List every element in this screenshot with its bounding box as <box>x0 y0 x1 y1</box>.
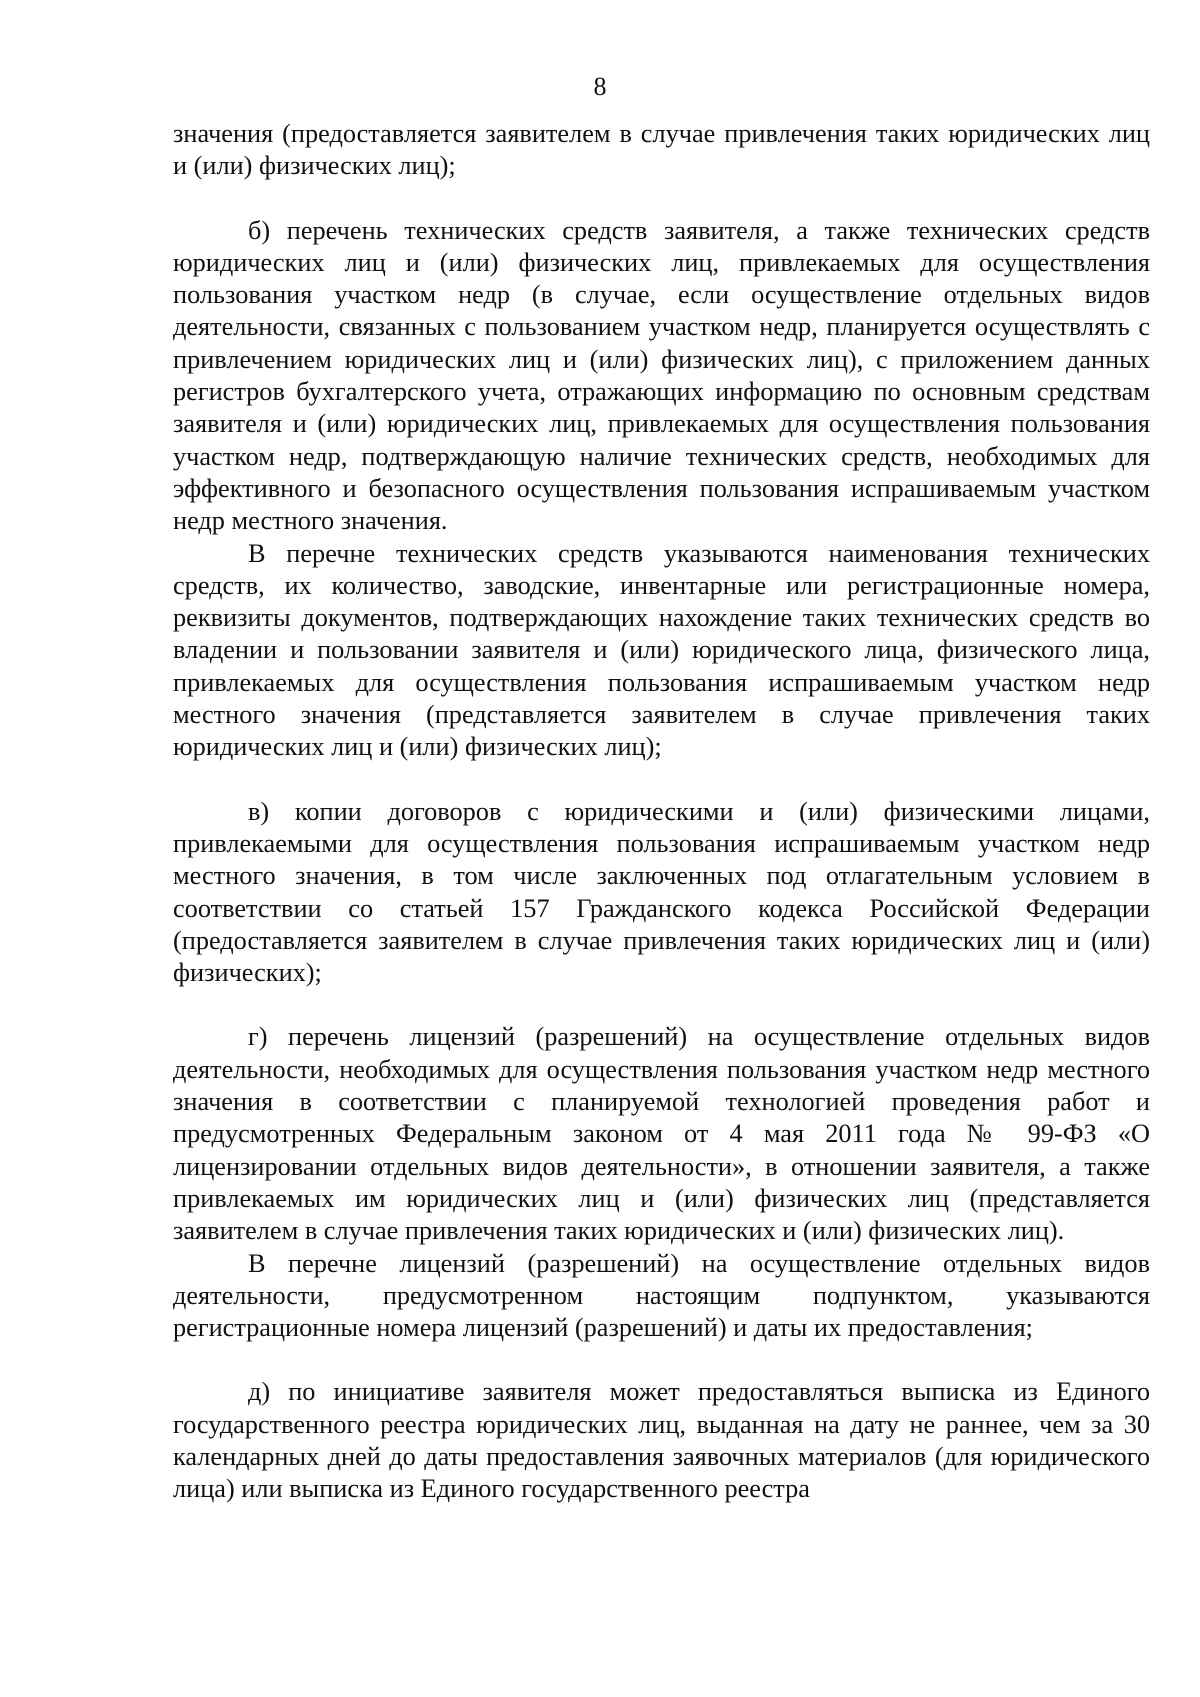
paragraph-item-b: б) перечень технических средств заявителя, а также технических средств юридических лиц и (или) физических лиц, привлекаемых для осуществления пользования участком недр (в случае, если осуществление отдельных видов деятельности, связанных с пользованием участком недр, планируется осуществлять с привлечением юридических лиц и (или) физических лиц), с приложением данных регистров бухгалтерского учета, отражающих информацию по основным средствам заявителя и (или) юридических лиц, привлекаемых для осуществления пользования участком недр, подтверждающую наличие технических средств, необходимых для эффективного и безопасного осуществления пользования испрашиваемым участком недр местного значения. <box>173 215 1150 536</box>
paragraph-continuation: значения (предоставляется заявителем в случае привлечения таких юридических лиц и (или) физических лиц); <box>173 119 1150 181</box>
page-number: 8 <box>593 72 607 101</box>
paragraph-gap <box>173 183 1150 215</box>
paragraph-item-b-detail: В перечне технических средств указываются наименования технических средств, их количество, заводские, инвентарные или регистрационные номера, реквизиты документов, подтверждающих нахождение таких технических средств во владении и пользовании заявителя и (или) юридического лица, физического лица, привлекаемых для осуществления пользования испрашиваемым участком недр местного значения (представляется заявителем в случае привлечения таких юридических лиц и (или) физических лиц); <box>173 538 1150 762</box>
paragraph-gap <box>173 764 1150 796</box>
paragraph-item-g: г) перечень лицензий (разрешений) на осуществление отдельных видов деятельности, необходимых для осуществления пользования участком недр местного значения в соответствии с планируемой технологией проведения работ и предусмотренных Федеральным законом от 4 мая 2011 года № 99-ФЗ «О лицензировании отдельных видов деятельности», в отношении заявителя, а также привлекаемых им юридических лиц и (или) физических лиц (представляется заявителем в случае привлечения таких юридических и (или) физических лиц). <box>173 1022 1150 1246</box>
document-body <box>173 118 1150 1506</box>
paragraph-gap <box>173 989 1150 1021</box>
paragraph-item-g-detail: В перечне лицензий (разрешений) на осуществление отдельных видов деятельности, предусмотренном настоящим подпунктом, указываются регистрационные номера лицензий (разрешений) и даты их предоставления; <box>173 1248 1150 1343</box>
paragraph-gap <box>173 1344 1150 1376</box>
paragraph-item-v: в) копии договоров с юридическими и (или) физическими лицами, привлекаемыми для осуществления пользования испрашиваемым участком недр местного значения, в том числе заключенных под отлагательным условием в соответствии со статьей 157 Гражданского кодекса Российской Федерации (предоставляется заявителем в случае привлечения таких юридических лиц и (или) физических); <box>173 796 1150 988</box>
paragraph-item-d: д) по инициативе заявителя может предоставляться выписка из Единого государственного реестра юридических лиц, выданная на дату не раннее, чем за 30 календарных дней до даты предоставления заявочных материалов (для юридического лица) или выписка из Единого государственного реестра <box>173 1377 1150 1504</box>
